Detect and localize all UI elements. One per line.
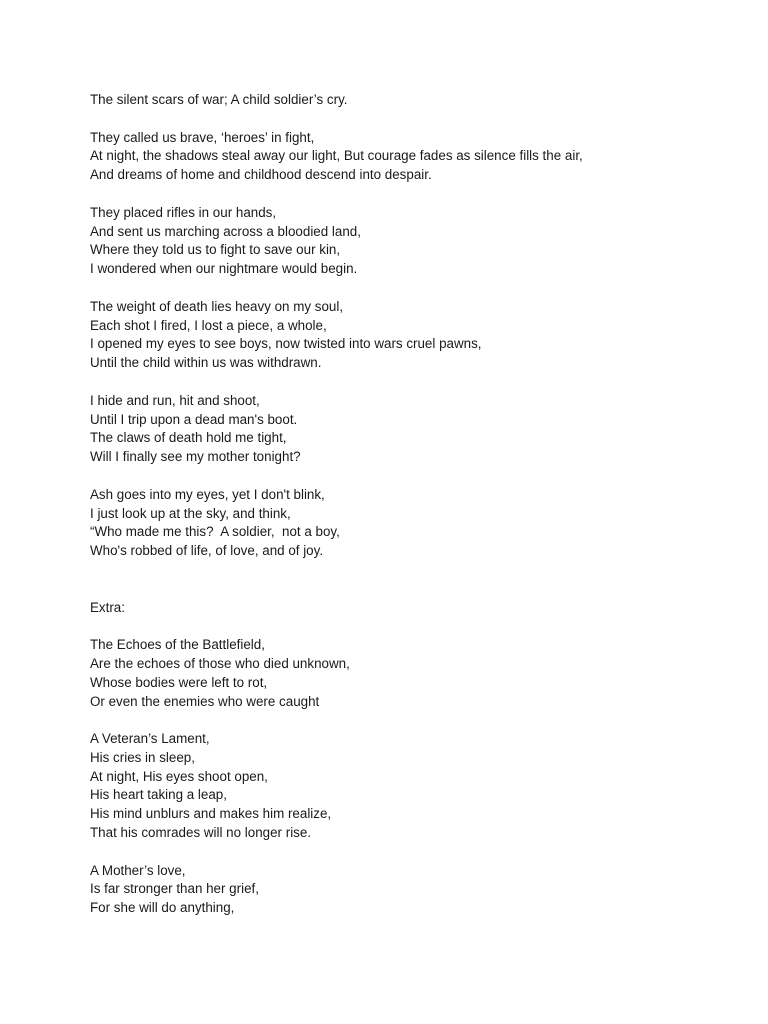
verse-line: The weight of death lies heavy on my soul, <box>90 298 344 314</box>
verse-line: Where they told us to fight to save our kin, <box>90 242 341 258</box>
verse-line: And dreams of home and childhood descend into despair. <box>90 167 432 183</box>
verse-line: That his comrades will no longer rise. <box>90 825 312 841</box>
spacer <box>90 561 740 580</box>
extra-poem-3 <box>90 862 740 918</box>
verse-line: A Mother’s love, <box>90 862 186 878</box>
spacer <box>90 110 740 129</box>
stanza-2 <box>90 204 740 279</box>
verse-line: His cries in sleep, <box>90 749 195 765</box>
verse-line: His mind unblurs and makes him realize, <box>90 806 332 822</box>
spacer <box>90 580 740 599</box>
verse-line: I just look up at the sky, and think, <box>90 505 291 521</box>
verse-line: Ash goes into my eyes, yet I don't blink, <box>90 486 325 502</box>
verse-line: His heart taking a leap, <box>90 787 227 803</box>
verse-line: Or even the enemies who were caught <box>90 693 320 709</box>
poem-title: The silent scars of war; A child soldier’s cry. <box>90 92 348 107</box>
spacer <box>90 843 740 862</box>
stanza-4 <box>90 392 740 467</box>
verse-line: The claws of death hold me tight, <box>90 430 287 446</box>
verse-line: The Echoes of the Battlefield, <box>90 637 265 653</box>
spacer <box>90 185 740 204</box>
verse-line: I wondered when our nightmare would begin. <box>90 261 358 277</box>
verse-line: Who's robbed of life, of love, and of joy. <box>90 543 324 559</box>
verse-line: And sent us marching across a bloodied land, <box>90 223 361 239</box>
verse-line: Until the child within us was withdrawn. <box>90 355 322 371</box>
verse-line: They placed rifles in our hands, <box>90 204 277 220</box>
verse-line: Are the echoes of those who died unknown, <box>90 655 350 671</box>
spacer <box>90 373 740 392</box>
poem-body <box>90 91 740 918</box>
verse-line: A Veteran’s Lament, <box>90 731 210 747</box>
verse-line: I opened my eyes to see boys, now twisted into wars cruel pawns, <box>90 336 482 352</box>
extra-poem-2 <box>90 730 740 843</box>
verse-line: Each shot I fired, I lost a piece, a whole, <box>90 317 327 333</box>
spacer <box>90 467 740 486</box>
verse-line: They called us brave, ‘heroes’ in fight, <box>90 129 315 145</box>
spacer <box>90 279 740 298</box>
verse-line: Is far stronger than her grief, <box>90 881 259 897</box>
spacer <box>90 617 740 636</box>
verse-line: Until I trip upon a dead man's boot. <box>90 411 298 427</box>
verse-line: For she will do anything, <box>90 900 235 916</box>
stanza-1 <box>90 129 740 185</box>
extra-poem-1 <box>90 636 740 711</box>
stanza-3 <box>90 298 740 373</box>
verse-line: “Who made me this? A soldier, not a boy, <box>90 524 340 540</box>
verse-line: At night, His eyes shoot open, <box>90 768 268 784</box>
verse-line: Will I finally see my mother tonight? <box>90 449 301 465</box>
verse-line: Whose bodies were left to rot, <box>90 674 268 690</box>
stanza-5 <box>90 486 740 561</box>
extra-label: Extra: <box>90 599 125 615</box>
spacer <box>90 711 740 730</box>
verse-line: I hide and run, hit and shoot, <box>90 392 260 408</box>
verse-line: At night, the shadows steal away our light, But courage fades as silence fills the air, <box>90 148 583 164</box>
